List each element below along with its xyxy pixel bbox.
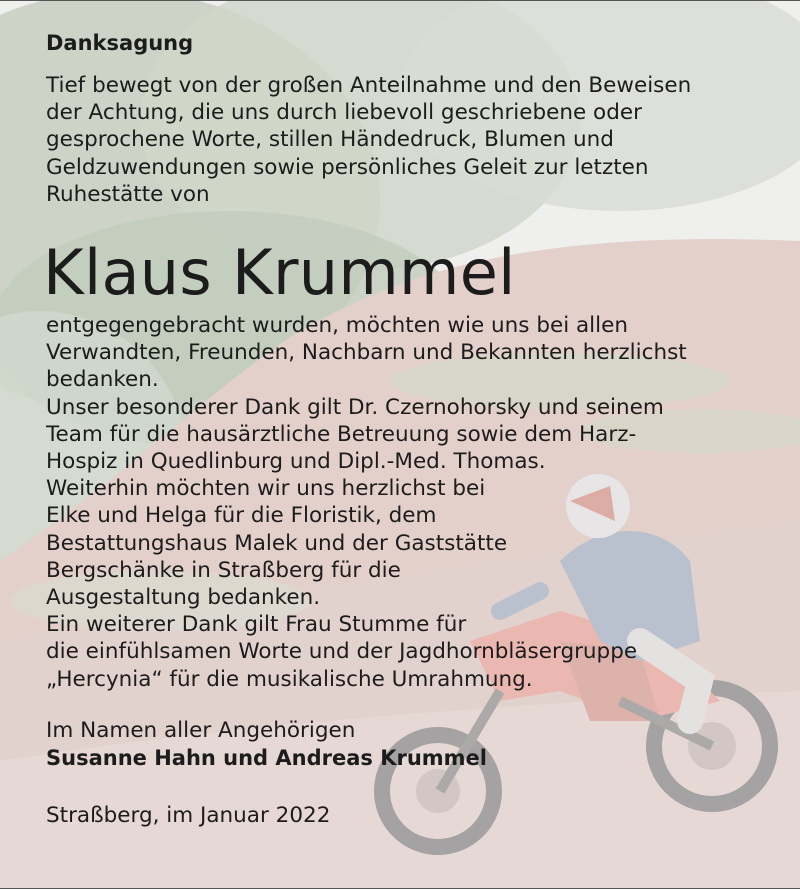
signature-intro: Im Namen aller Angehörigen: [46, 717, 356, 743]
heading: Danksagung: [46, 31, 194, 55]
intro-paragraph: Tief bewegt von der großen Anteilnahme und den Beweisen der Achtung, die uns durch liebevoll geschriebene oder gesprochene Worte, stillen Händedruck, Blumen und Geldzuwendungen sowie persönliches Geleit zur letzten Ruhestätte von: [46, 73, 692, 207]
signers: Susanne Hahn und Andreas Krummel: [46, 746, 487, 771]
obituary-text: [43, 29, 776, 829]
deceased-name: Klaus Krummel: [43, 236, 516, 310]
place-and-date: Straßberg, im Januar 2022: [46, 803, 331, 829]
thanks-paragraph: entgegengebracht wurden, möchten wie uns bei allen Verwandten, Freunden, Nachbarn und Bekannten herzlichst bedanken. Unser besonderer Dank gilt Dr. Czernohorsky und seinem Team für die hausärztliche Betreuung sowie dem Harz- Hospiz in Quedlinburg und Dipl.-Med. Thomas. Weiterhin möchten wir uns herzlichst bei Elke und Helga für die Floristik, dem Bestattungshaus Malek und der Gaststätte Bergschänke in Straßberg für die Ausgestaltung bedanken. Ein weiterer Dank gilt Frau Stumme für die einfühlsamen Worte und der Jagdhornbläsergruppe „Hercynia“ für die musikalische Umrahmung.: [46, 313, 687, 692]
